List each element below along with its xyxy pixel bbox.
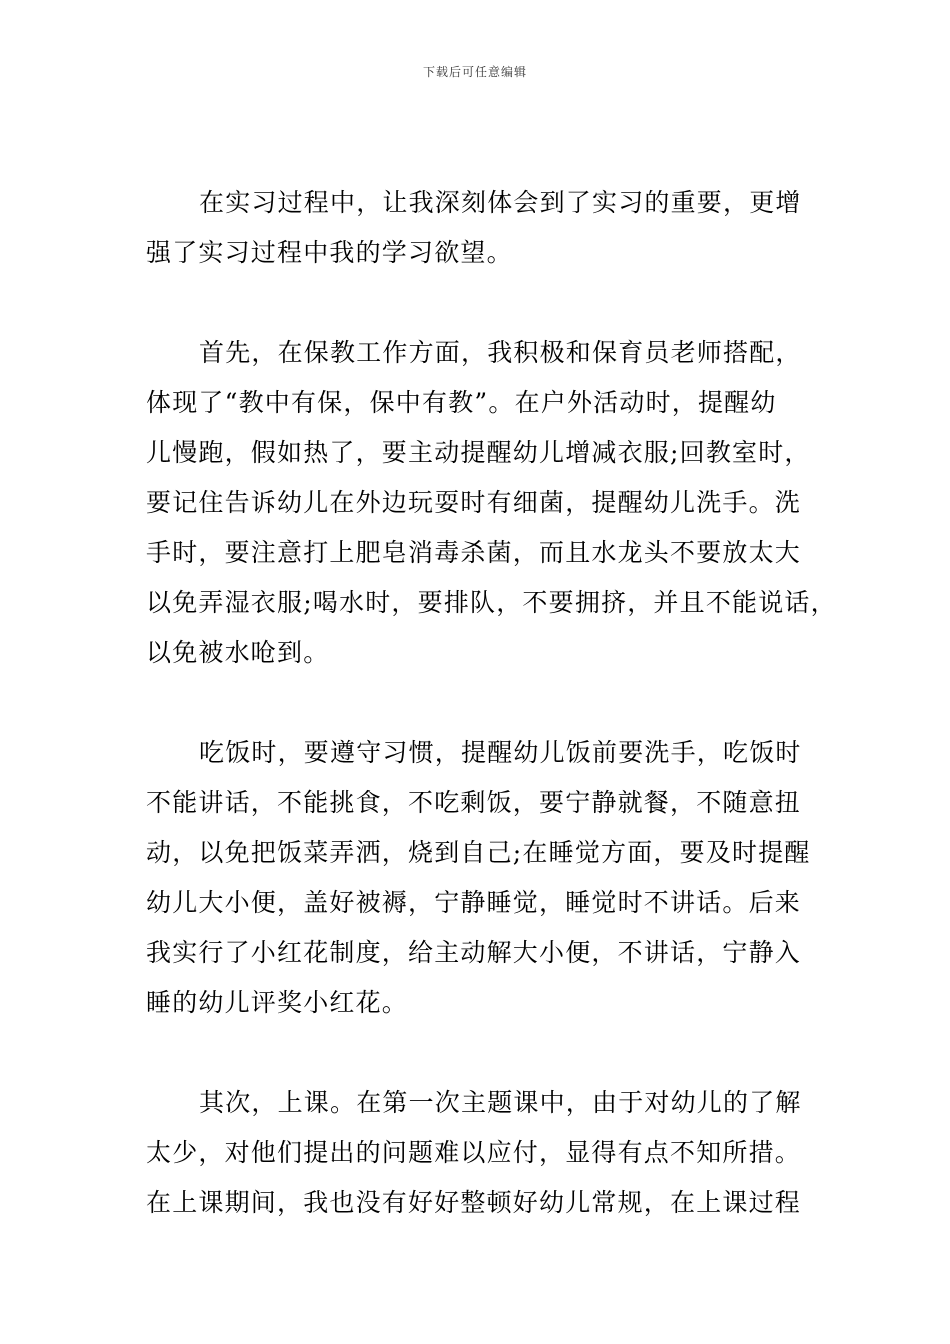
page-header: 下载后可任意编辑 (422, 65, 527, 79)
paragraph-internship-feelings (146, 178, 826, 278)
text-line: 不能讲话，不能挑食，不吃剩饭，要宁静就餐，不随意扭 (146, 788, 802, 817)
text-line: 以免弄湿衣服;喝水时，要排队，不要拥挤，并且不能说话， (146, 588, 837, 617)
text-line: 要记住告诉幼儿在外边玩耍时有细菌，提醒幼儿洗手。洗 (146, 488, 802, 517)
text-line: 在上课期间，我也没有好好整顿好幼儿常规，在上课过程 (146, 1188, 802, 1217)
text-line: 太少，对他们提出的问题难以应付，显得有点不知所措。 (146, 1138, 802, 1167)
text-line: 睡的幼儿评奖小红花。 (146, 988, 409, 1017)
paragraph-care-work (146, 328, 837, 678)
text-line: 儿慢跑，假如热了，要主动提醒幼儿增减衣服;回教室时， (146, 438, 811, 467)
text-line: 幼儿大小便，盖好被褥，宁静睡觉，睡觉时不讲话。后来 (146, 888, 802, 917)
paragraph-teaching (146, 1078, 826, 1228)
text-line: 动，以免把饭菜弄洒，烧到自己;在睡觉方面，要及时提醒 (146, 838, 811, 867)
text-line: 以免被水呛到。 (146, 638, 330, 667)
text-line: 我实行了小红花制度，给主动解大小便，不讲话，宁静入 (146, 938, 802, 967)
text-line: 吃饭时，要遵守习惯，提醒幼儿饭前要洗手，吃饭时 (199, 738, 802, 767)
text-line: 其次，上课。在第一次主题课中，由于对幼儿的了解 (199, 1088, 802, 1117)
paragraph-meals-sleep (146, 728, 826, 1028)
text-line: 体现了“教中有保，保中有教”。在户外活动时，提醒幼 (146, 388, 777, 417)
document-body (146, 178, 837, 1278)
text-line: 手时，要注意打上肥皂消毒杀菌，而且水龙头不要放太大 (146, 538, 802, 567)
text-line: 在实习过程中，让我深刻体会到了实习的重要，更增 (199, 188, 802, 217)
text-line: 首先，在保教工作方面，我积极和保育员老师搭配， (199, 338, 802, 367)
text-line: 强了实习过程中我的学习欲望。 (146, 238, 513, 267)
